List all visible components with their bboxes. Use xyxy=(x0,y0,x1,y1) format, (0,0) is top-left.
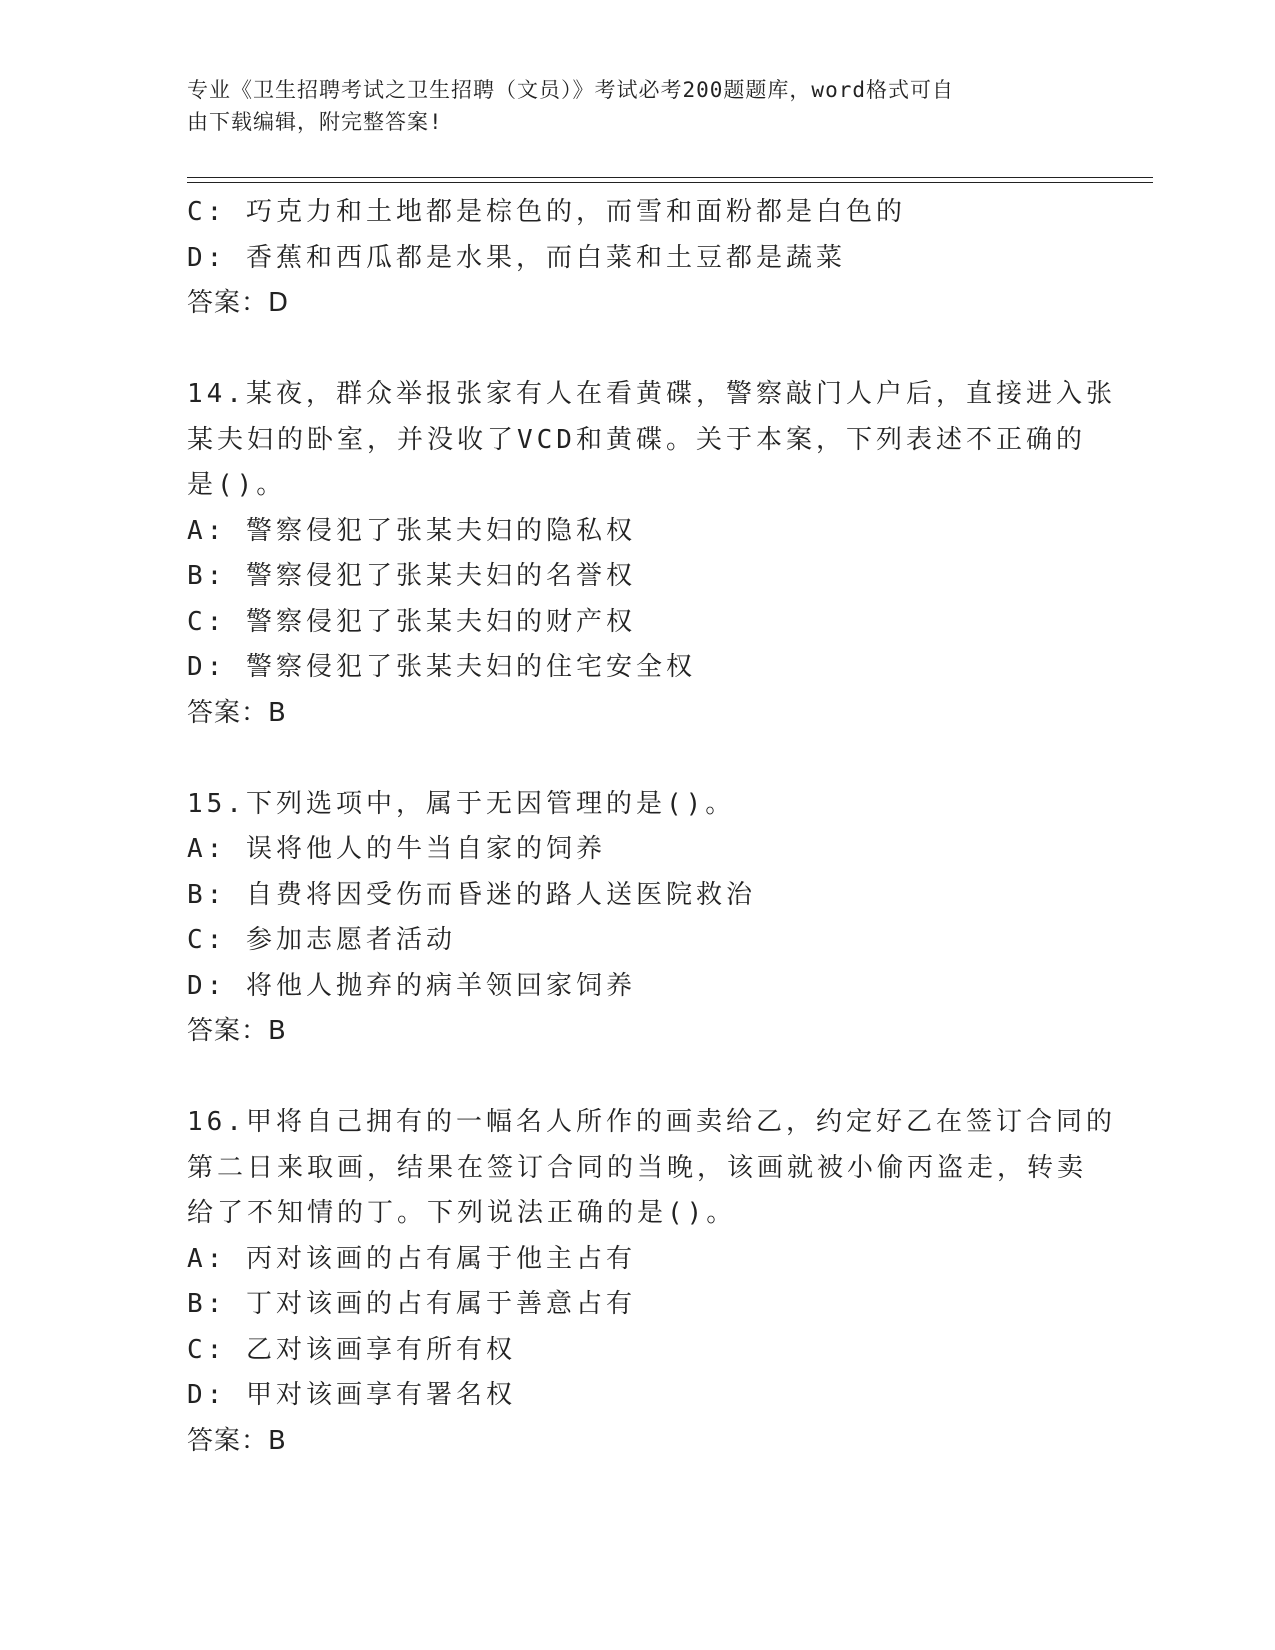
question-stem xyxy=(187,782,1087,828)
answer-line: 答案：B xyxy=(187,697,287,728)
option-c: C: 警察侵犯了张某夫妇的财产权 xyxy=(187,606,636,637)
option-c: C: 巧克力和土地都是棕色的，而雪和面粉都是白色的 xyxy=(187,197,906,227)
stem-line: 是()。 xyxy=(187,470,287,500)
spacer xyxy=(187,736,1087,782)
question-stem xyxy=(187,372,1116,509)
document-header xyxy=(187,74,1067,138)
stem-line: 第二日来取画，结果在签订合同的当晚，该画就被小偷丙盗走，转卖 xyxy=(187,1152,1088,1183)
option-d: D: 甲对该画享有署名权 xyxy=(187,1380,516,1410)
stem-line: 16.甲将自己拥有的一幅名人所作的画卖给乙，约定好乙在签订合同的 xyxy=(187,1107,1116,1137)
option-d: D: 警察侵犯了张某夫妇的住宅安全权 xyxy=(187,652,696,682)
option-a: A: 误将他人的牛当自家的饲养 xyxy=(187,834,606,864)
answer-line: 答案：B xyxy=(187,1425,287,1456)
answer-line: 答案：B xyxy=(187,1016,287,1046)
stem-line: 某夫妇的卧室，并没收了VCD和黄碟。关于本案，下列表述不正确的 xyxy=(187,424,1086,455)
option-b: B: 丁对该画的占有属于善意占有 xyxy=(187,1289,636,1319)
option-d: D: 香蕉和西瓜都是水果，而白菜和土豆都是蔬菜 xyxy=(187,242,846,273)
header-line-1: 专业《卫生招聘考试之卫生招聘（文员）》考试必考200题题库，word格式可自 xyxy=(187,78,954,102)
spacer xyxy=(187,1055,1087,1101)
question-16 xyxy=(187,1100,1116,1464)
stem-line: 14.某夜，群众举报张家有人在看黄碟，警察敲门人户后，直接进入张 xyxy=(187,379,1116,409)
option-b: B: 警察侵犯了张某夫妇的名誉权 xyxy=(187,561,636,591)
question-15 xyxy=(187,782,1087,1055)
question-14 xyxy=(187,372,1116,736)
header-divider-bottom xyxy=(187,182,1153,183)
header-line-2: 由下载编辑，附完整答案! xyxy=(187,110,443,134)
option-c: C: 参加志愿者活动 xyxy=(187,925,456,955)
previous-question-tail xyxy=(187,190,1087,327)
option-b: B: 自费将因受伤而昏迷的路人送医院救治 xyxy=(187,879,756,910)
spacer xyxy=(187,327,1087,373)
option-a: A: 丙对该画的占有属于他主占有 xyxy=(187,1243,636,1274)
answer-line: 答案：D xyxy=(187,288,290,318)
option-c: C: 乙对该画享有所有权 xyxy=(187,1334,516,1365)
option-a: A: 警察侵犯了张某夫妇的隐私权 xyxy=(187,515,636,546)
stem-line: 给了不知情的丁。下列说法正确的是()。 xyxy=(187,1198,737,1228)
header-divider-top xyxy=(187,177,1153,178)
document-body xyxy=(187,190,1116,1464)
stem-line: 15.下列选项中，属于无因管理的是()。 xyxy=(187,788,736,819)
question-stem xyxy=(187,1100,1116,1237)
option-d: D: 将他人抛弃的病羊领回家饲养 xyxy=(187,970,636,1001)
